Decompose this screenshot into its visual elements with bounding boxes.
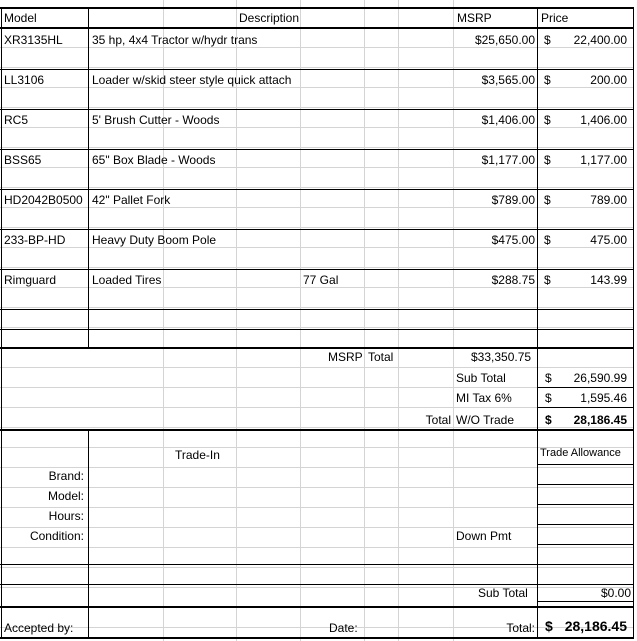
item-description: Heavy Duty Boom Pole	[92, 233, 217, 247]
total-dollar: $	[545, 618, 553, 634]
bottom-border	[0, 637, 634, 639]
grid-line	[0, 467, 634, 468]
item-msrp: $789.00	[491, 193, 535, 207]
trade-border	[0, 429, 634, 431]
item-description: Loaded Tires	[92, 273, 162, 287]
msrp-total-value: $33,350.75	[471, 350, 532, 364]
item-price-dollar: $	[544, 193, 551, 207]
grid-line	[0, 327, 634, 328]
item-model: 233-BP-HD	[4, 233, 66, 247]
grid-line	[0, 367, 634, 368]
item-msrp: $1,177.00	[481, 153, 535, 167]
top-border	[0, 7, 634, 9]
grid-line	[236, 0, 237, 641]
header-msrp: MSRP	[457, 11, 492, 25]
tax-label: MI Tax 6%	[456, 391, 512, 405]
subtotal-value: 26,590.99	[573, 371, 627, 385]
row-border	[0, 584, 634, 585]
item-msrp: $25,650.00	[474, 33, 535, 47]
date-label: Date:	[329, 621, 358, 635]
item-model: LL3106	[4, 73, 45, 87]
item-description: 35 hp, 4x4 Tractor w/hydr trans	[92, 33, 258, 47]
hours-label: Hours:	[48, 509, 84, 523]
tax-dollar: $	[545, 391, 552, 405]
grid-line	[0, 427, 634, 428]
item-msrp: $1,406.00	[481, 113, 535, 127]
header-border	[0, 27, 634, 29]
brand-label: Brand:	[48, 469, 84, 483]
grid-line	[0, 567, 634, 568]
item-price-dollar: $	[544, 113, 551, 127]
item-msrp: $475.00	[491, 233, 535, 247]
tax-value: 1,595.46	[580, 391, 627, 405]
row-border	[0, 329, 634, 330]
grid-line	[0, 67, 634, 68]
msrp-total-label-b: Total	[368, 350, 394, 364]
item-price: 22,400.00	[573, 33, 627, 47]
trade-subtotal-label: Sub Total	[478, 586, 528, 600]
header-model: Model	[4, 11, 37, 25]
item-model: BSS65	[4, 153, 42, 167]
header-price: Price	[541, 11, 569, 25]
total-label: Total:	[506, 621, 535, 635]
grid-line	[398, 0, 399, 641]
item-description: 42" Pallet Fork	[92, 193, 171, 207]
wo-trade-label-b: W/O Trade	[456, 413, 515, 427]
wo-trade-label-a: Total	[425, 413, 451, 427]
item-price: 200.00	[590, 73, 627, 87]
row-border	[0, 69, 634, 70]
item-price-dollar: $	[544, 273, 551, 287]
item-msrp: $288.75	[491, 273, 535, 287]
allowance-border	[538, 524, 634, 525]
col-border	[88, 429, 89, 638]
grid-line	[453, 0, 454, 641]
item-description: 5' Brush Cutter - Woods	[92, 113, 220, 127]
wo-trade-dollar: $	[545, 413, 552, 427]
item-price: 789.00	[590, 193, 627, 207]
item-price-dollar: $	[544, 73, 551, 87]
subtotal-label: Sub Total	[456, 371, 506, 385]
footer-border	[0, 606, 634, 608]
allowance-border	[538, 464, 634, 465]
item-price: 1,177.00	[580, 153, 627, 167]
allowance-border	[538, 544, 634, 545]
grid-line	[163, 0, 164, 641]
grid-line	[0, 107, 634, 108]
grid-line	[0, 487, 634, 488]
trade-in-label: Trade-In	[175, 448, 220, 462]
header-description: Description	[239, 11, 300, 25]
grid-line	[300, 0, 301, 641]
grid-line	[0, 587, 634, 588]
item-price-dollar: $	[544, 153, 551, 167]
row-border	[0, 309, 634, 310]
item-model: HD2042B0500	[4, 193, 83, 207]
grid-line	[0, 147, 634, 148]
grid-line	[0, 187, 634, 188]
trade-subtotal-value: $0.00	[600, 586, 631, 600]
left-border	[1, 7, 2, 639]
row-border	[0, 109, 634, 110]
accepted-by-label: Accepted by:	[4, 621, 74, 635]
price-border	[538, 387, 634, 388]
item-model: XR3135HL	[4, 33, 63, 47]
item-extra: 77 Gal	[303, 273, 339, 287]
grid-line	[0, 267, 634, 268]
allowance-border	[538, 484, 634, 485]
grid-line	[0, 527, 634, 528]
grid-line	[364, 0, 365, 641]
right-border	[633, 7, 634, 638]
allowance-border	[538, 504, 634, 505]
grid-line	[0, 627, 634, 628]
col-border	[88, 7, 89, 347]
price-border	[538, 407, 634, 408]
model-label: Model:	[47, 489, 84, 503]
item-price-dollar: $	[544, 33, 551, 47]
item-description: 65" Box Blade - Woods	[92, 153, 216, 167]
grid-line	[0, 547, 634, 548]
item-price: 143.99	[590, 273, 627, 287]
trade-allowance-label: Trade Allowance	[540, 447, 621, 459]
grid-line	[0, 507, 634, 508]
item-description: Loader w/skid steer style quick attach	[92, 73, 292, 87]
row-border	[0, 269, 634, 270]
row-border	[0, 564, 634, 565]
col-border	[537, 7, 538, 638]
total-value: 28,186.45	[564, 618, 627, 634]
grid-line	[0, 227, 634, 228]
item-model: RC5	[4, 113, 29, 127]
item-msrp: $3,565.00	[481, 73, 535, 87]
row-border	[0, 189, 634, 190]
wo-trade-value: 28,186.45	[573, 413, 627, 427]
row-border	[0, 149, 634, 150]
item-price: 475.00	[590, 233, 627, 247]
down-pmt-label: Down Pmt	[456, 529, 512, 543]
item-price-dollar: $	[544, 233, 551, 247]
row-border	[0, 229, 634, 230]
subtotal-dollar: $	[545, 371, 552, 385]
item-model: Rimguard	[4, 273, 57, 287]
subtotal-border	[538, 601, 634, 602]
item-price: 1,406.00	[580, 113, 627, 127]
grid-line	[0, 447, 634, 448]
grid-line	[0, 307, 634, 308]
condition-label: Condition:	[29, 529, 84, 543]
totals-border	[0, 347, 634, 349]
msrp-total-label: MSRP	[328, 350, 363, 364]
